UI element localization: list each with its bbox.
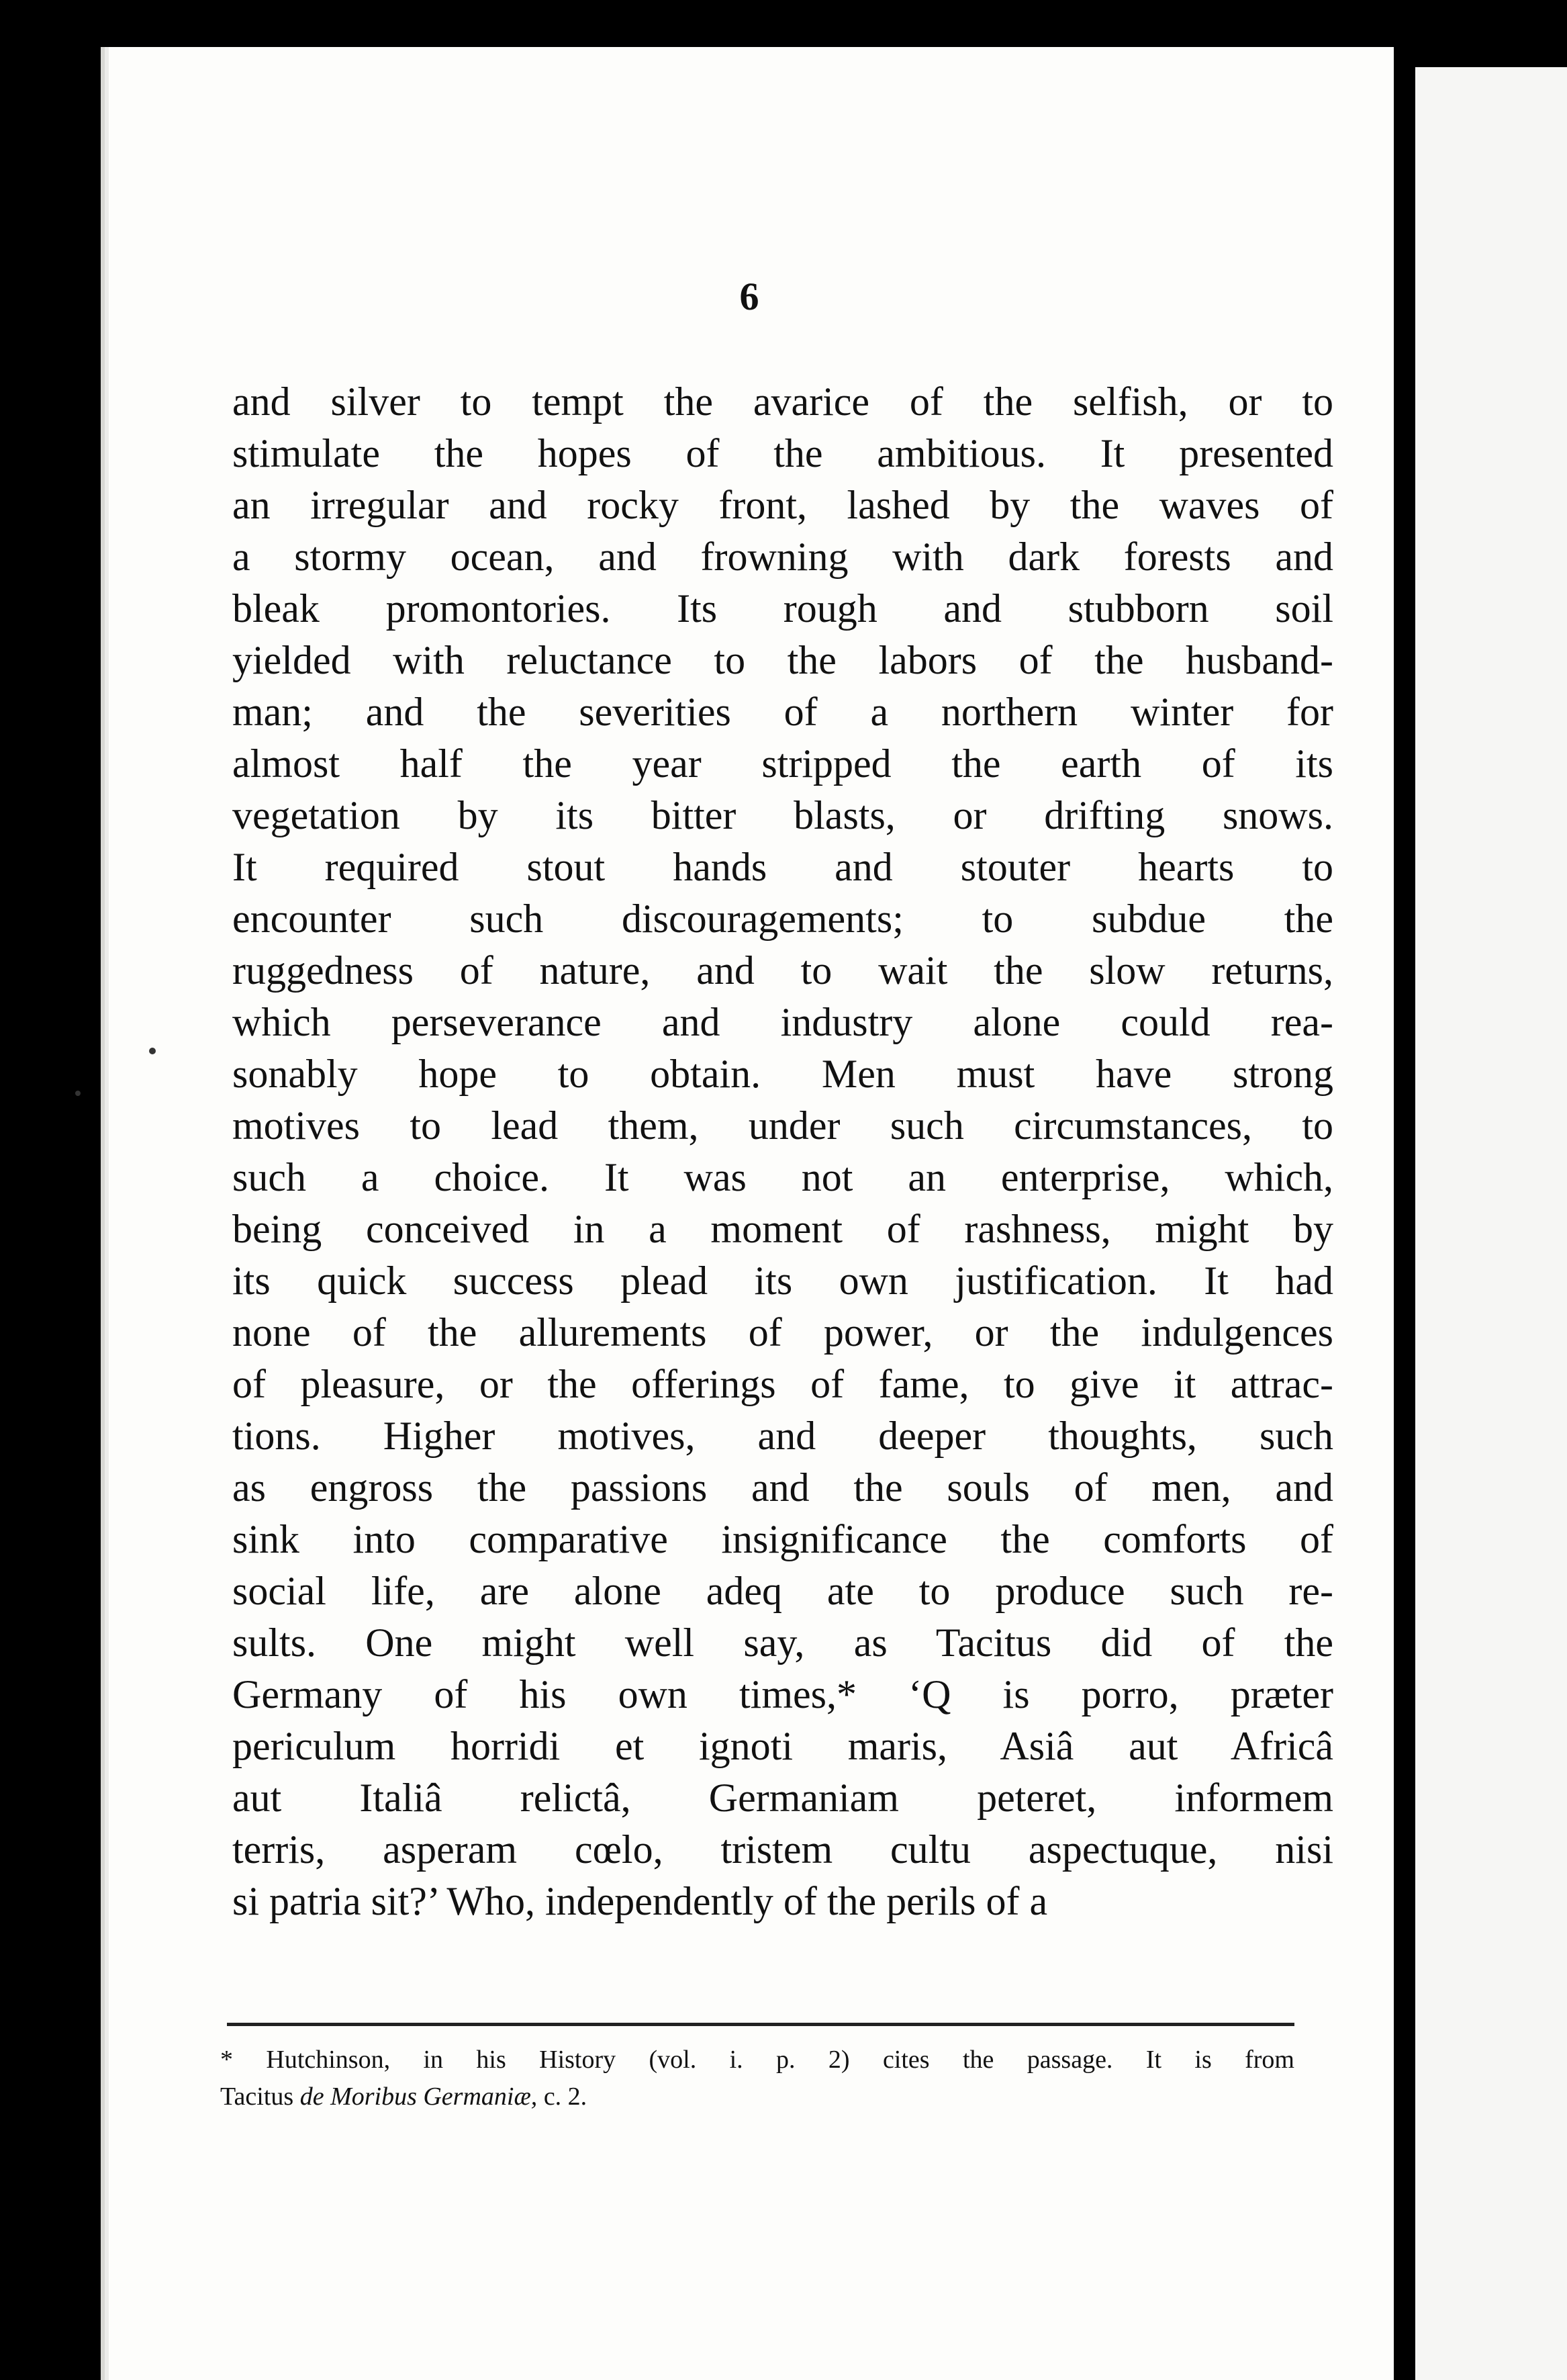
text-line: aut Italiâ relictâ, Germaniam peteret, informem — [232, 1776, 1333, 1820]
footnote-line-2 — [220, 2078, 1294, 2115]
text-line: and silver to tempt the avarice of the selfish, or to — [232, 379, 1333, 424]
text-line: such a choice. It was not an enterprise, which, — [232, 1155, 1333, 1199]
text-line: social life, are alone adeq ate to produce such re- — [232, 1569, 1333, 1613]
text-line: stimulate the hopes of the ambitious. It presented — [232, 431, 1333, 475]
text-line: terris, asperam cœlo, tristem cultu aspectuque, nisi — [232, 1827, 1333, 1872]
text-line: si patria sit?’ Who, independently of the perils of a — [232, 1879, 1048, 1923]
text-line: none of the allurements of power, or the indulgences — [232, 1310, 1333, 1355]
text-line: vegetation by its bitter blasts, or drifting snows. — [232, 793, 1333, 837]
text-line: of pleasure, or the offerings of fame, to give it attrac- — [232, 1362, 1333, 1406]
text-line: tions. Higher motives, and deeper thoughts, such — [232, 1414, 1333, 1458]
text-line: periculum horridi et ignoti maris, Asiâ aut Africâ — [232, 1724, 1333, 1768]
text-line: sink into comparative insignificance the comforts of — [232, 1517, 1333, 1561]
text-line: ruggedness of nature, and to wait the slow returns, — [232, 948, 1333, 993]
text-line: its quick success plead its own justification. It had — [232, 1258, 1333, 1303]
page-number: 6 — [739, 275, 759, 318]
text-line: yielded with reluctance to the labors of the husband- — [232, 638, 1333, 682]
text-line: man; and the severities of a northern winter for — [232, 690, 1333, 734]
footnote-source-post: c. 2. — [543, 2082, 587, 2111]
text-line: which perseverance and industry alone could rea- — [232, 1000, 1333, 1044]
scan-speck — [149, 1048, 156, 1054]
footnote — [220, 2042, 1294, 2115]
adjacent-page-edge — [1415, 67, 1567, 2380]
book-page — [101, 47, 1394, 2380]
text-line: almost half the year stripped the earth of its — [232, 741, 1333, 786]
text-line: a stormy ocean, and frowning with dark forests and — [232, 535, 1333, 579]
text-line: as engross the passions and the souls of men, and — [232, 1465, 1333, 1510]
text-line: It required stout hands and stouter hearts to — [232, 845, 1333, 889]
footnote-rule — [227, 2023, 1294, 2026]
text-line: sults. One might well say, as Tacitus did of the — [232, 1620, 1333, 1665]
scan-speck — [75, 1091, 81, 1096]
footnote-work-title: de Moribus Germaniæ, — [299, 2082, 538, 2111]
text-line: being conceived in a moment of rashness, might by — [232, 1207, 1333, 1251]
text-line: Germany of his own times,* ‘Q is porro, præter — [232, 1672, 1333, 1717]
text-line: sonably hope to obtain. Men must have strong — [232, 1052, 1333, 1096]
footnote-line: * Hutchinson, in his History (vol. i. p. 2) cites the passage. It is from — [220, 2046, 1294, 2074]
text-line: encounter such discouragements; to subdue the — [232, 897, 1333, 941]
body-text — [232, 376, 1333, 1927]
text-line: motives to lead them, under such circumstances, to — [232, 1103, 1333, 1148]
text-line: an irregular and rocky front, lashed by the waves of — [232, 483, 1333, 527]
footnote-source-pre: Tacitus — [220, 2082, 294, 2111]
text-line: bleak promontories. Its rough and stubborn soil — [232, 586, 1333, 631]
